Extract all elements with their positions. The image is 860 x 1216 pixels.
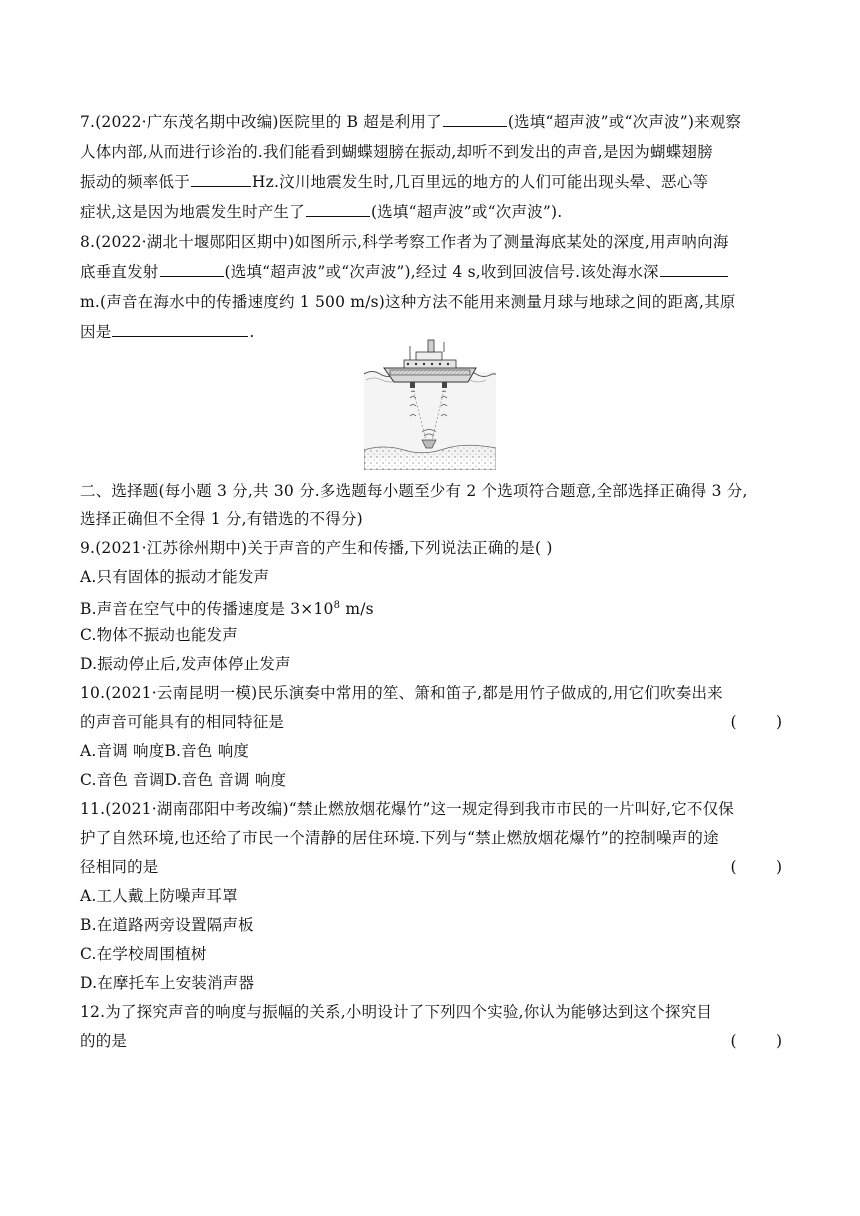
q9-option-a[interactable]: A.只有固体的振动才能发声 xyxy=(80,568,270,586)
q7-line-3 xyxy=(80,172,708,192)
q8-text: 因是 xyxy=(80,323,112,341)
q7-text: 7.(2022·广东茂名期中改编)医院里的 B 超是利用了 xyxy=(80,113,442,131)
q12-stem-line-1: 12.为了探究声音的响度与振幅的关系,小明设计了下列四个实验,你认为能够达到这个探究目 xyxy=(80,1003,713,1021)
section2-heading-line-2: 选择正确但不全得 1 分,有错选的不得分) xyxy=(80,510,363,528)
q8-line-1: 8.(2022·湖北十堰郧阳区期中)如图所示,科学考察工作者为了测量海底某处的深度,用声呐向海 xyxy=(80,233,729,251)
sonar-ship-illustration xyxy=(364,336,496,470)
q9-stem: 9.(2021·江苏徐州期中)关于声音的产生和传播,下列说法正确的是( ) xyxy=(80,539,553,557)
q9-option-b-exponent: 8 xyxy=(333,600,341,611)
q10-options-cd[interactable]: C.音色 音调D.音色 音调 响度 xyxy=(80,771,287,789)
q8-text: . xyxy=(249,323,255,341)
q9-option-c[interactable]: C.物体不振动也能发声 xyxy=(80,626,238,644)
q8-line-4 xyxy=(80,322,255,342)
q10-stem-line-2: 的声音可能具有的相同特征是 xyxy=(80,713,285,731)
q8-line-2 xyxy=(80,262,729,282)
q9-option-b-text: B.声音在空气中的传播速度是 3×10 xyxy=(80,600,334,619)
q7-line-2: 人体内部,从而进行诊治的.我们能看到蝴蝶翅膀在振动,却听不到发出的声音,是因为蝴蝶翅膀 xyxy=(80,143,713,161)
q10-options-ab[interactable]: A.音调 响度B.音色 响度 xyxy=(80,742,250,760)
q11-stem-line-1: 11.(2021·湖南邵阳中考改编)“禁止燃放烟花爆竹”这一规定得到我市市民的一片叫好,它不仅保 xyxy=(80,800,734,818)
q7-text: (选填“超声波”或“次声波”). xyxy=(370,203,563,221)
q8-line-3: m.(声音在海水中的传播速度约 1 500 m/s)这种方法不能用来测量月球与地球之间的距离,其原 xyxy=(80,293,736,311)
q11-stem-line-2: 护了自然环境,也还给了市民一个清静的居住环境.下列与“禁止燃放烟花爆竹”的控制噪声的途 xyxy=(80,829,719,847)
q12-stem-line-2: 的的是 xyxy=(80,1032,128,1050)
q8-blank-3[interactable] xyxy=(112,322,248,337)
q9-option-d[interactable]: D.振动停止后,发声体停止发声 xyxy=(80,655,291,673)
q7-line-1 xyxy=(80,112,741,132)
q8-text: (选填“超声波”或“次声波”),经过 4 s,收到回波信号.该处海水深 xyxy=(224,263,659,281)
q8-blank-1[interactable] xyxy=(160,262,224,277)
q12-answer-paren[interactable]: ( ) xyxy=(730,1032,782,1050)
q11-option-b[interactable]: B.在道路两旁设置隔声板 xyxy=(80,916,254,934)
q7-blank-1[interactable] xyxy=(443,112,507,127)
q9-option-b-unit: m/s xyxy=(340,600,374,619)
q7-text: 振动的频率低于 xyxy=(80,173,190,191)
q11-stem-line-3: 径相同的是 xyxy=(80,858,159,876)
q8-text: 底垂直发射 xyxy=(80,263,159,281)
q10-stem-line-1: 10.(2021·云南昆明一模)民乐演奏中常用的笙、箫和笛子,都是用竹子做成的,用它们吹奏出来 xyxy=(80,684,723,702)
q11-option-a[interactable]: A.工人戴上防噪声耳罩 xyxy=(80,887,238,905)
q7-line-4 xyxy=(80,202,562,222)
q11-option-c[interactable]: C.在学校周围植树 xyxy=(80,945,207,963)
q7-blank-3[interactable] xyxy=(306,202,370,217)
q8-blank-2[interactable] xyxy=(660,262,728,277)
q7-text: (选填“超声波”或“次声波”)来观察 xyxy=(507,113,742,131)
q7-text: 症状,这是因为地震发生时产生了 xyxy=(80,203,305,221)
q11-option-d[interactable]: D.在摩托车上安装消声器 xyxy=(80,974,255,992)
q11-answer-paren[interactable]: ( ) xyxy=(730,858,782,876)
q7-text: Hz.汶川地震发生时,几百里远的地方的人们可能出现头晕、恶心等 xyxy=(251,173,709,191)
q7-blank-2[interactable] xyxy=(191,172,251,187)
section2-heading-line-1: 二、选择题(每小题 3 分,共 30 分.多选题每小题至少有 2 个选项符合题意,全部选择正确得 3 分, xyxy=(80,482,748,500)
q10-answer-paren[interactable]: ( ) xyxy=(730,713,782,731)
q9-option-b[interactable] xyxy=(80,596,374,619)
